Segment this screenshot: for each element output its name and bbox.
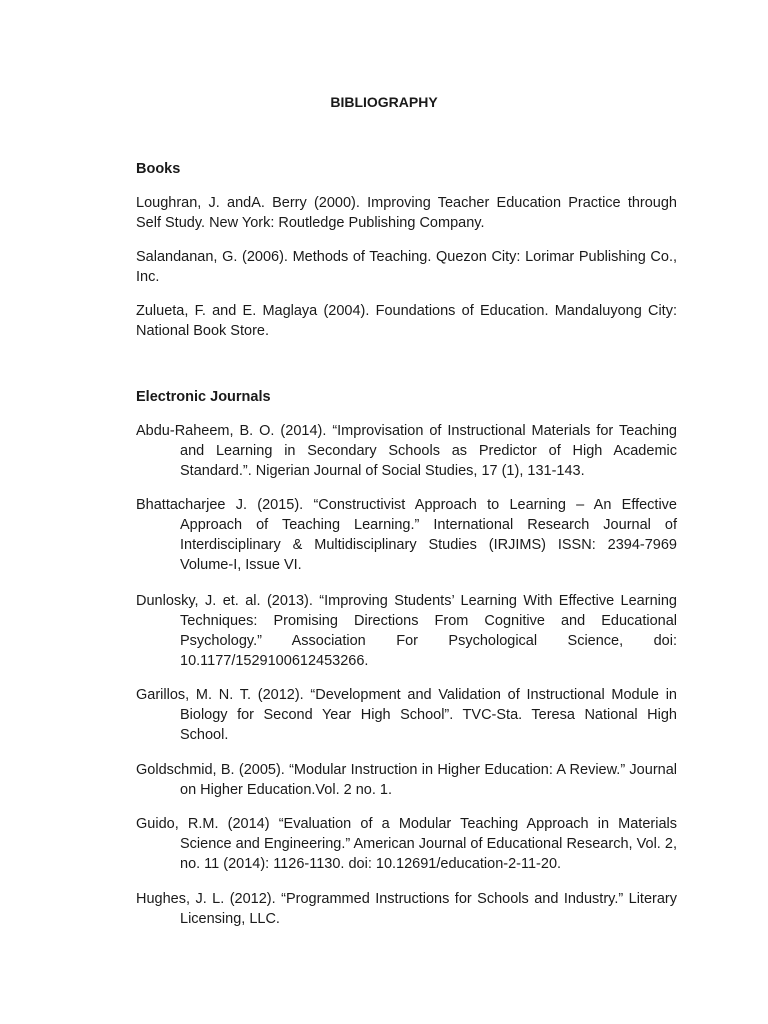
reference-entry: Salandanan, G. (2006). Methods of Teaching. Quezon City: Lorimar Publishing Co., Inc. [136,249,677,285]
reference-entry: Garillos, M. N. T. (2012). “Development and Validation of Instructional Module in Biology for Second Year High School”. TVC-Sta. Teresa National High School. [136,687,677,743]
reference-entry: Hughes, J. L. (2012). “Programmed Instructions for Schools and Industry.” Literary Licensing, LLC. [136,891,677,927]
reference-entry: Loughran, J. andA. Berry (2000). Improving Teacher Education Practice through Self Study. New York: Routledge Publishing Company. [136,195,677,231]
reference-entry: Abdu-Raheem, B. O. (2014). “Improvisation of Instructional Materials for Teaching and Learning in Secondary Schools as Predictor of High Academic Standard.”. Nigerian Journal of Social Studies, 17 (1), 131-143. [136,423,677,479]
reference-entry: Zulueta, F. and E. Maglaya (2004). Foundations of Education. Mandaluyong City: National Book Store. [136,303,677,339]
section-heading-electronic-journals: Electronic Journals [136,389,271,405]
page-title: BIBLIOGRAPHY [330,94,438,110]
reference-entry: Dunlosky, J. et. al. (2013). “Improving Students’ Learning With Effective Learning Techniques: Promising Directions From Cognitive and Educational Psychology.” Association For Psychological Science, doi: 10.1177/1529100612453266. [136,593,677,669]
reference-entry: Goldschmid, B. (2005). “Modular Instruction in Higher Education: A Review.” Journal on Higher Education.Vol. 2 no. 1. [136,762,677,798]
reference-entry: Bhattacharjee J. (2015). “Constructivist Approach to Learning – An Effective Approach of Teaching Learning.” International Research Journal of Interdisciplinary & Multidisciplinary Studies (IRJIMS) ISSN: 2394-7969 Volume-I, Issue VI. [136,497,677,573]
section-heading-books: Books [136,161,181,177]
reference-entry: Guido, R.M. (2014) “Evaluation of a Modular Teaching Approach in Materials Science and Engineering.” American Journal of Educational Research, Vol. 2, no. 11 (2014): 1126-1130. doi: 10.12691/education-2-11-20. [136,816,677,872]
